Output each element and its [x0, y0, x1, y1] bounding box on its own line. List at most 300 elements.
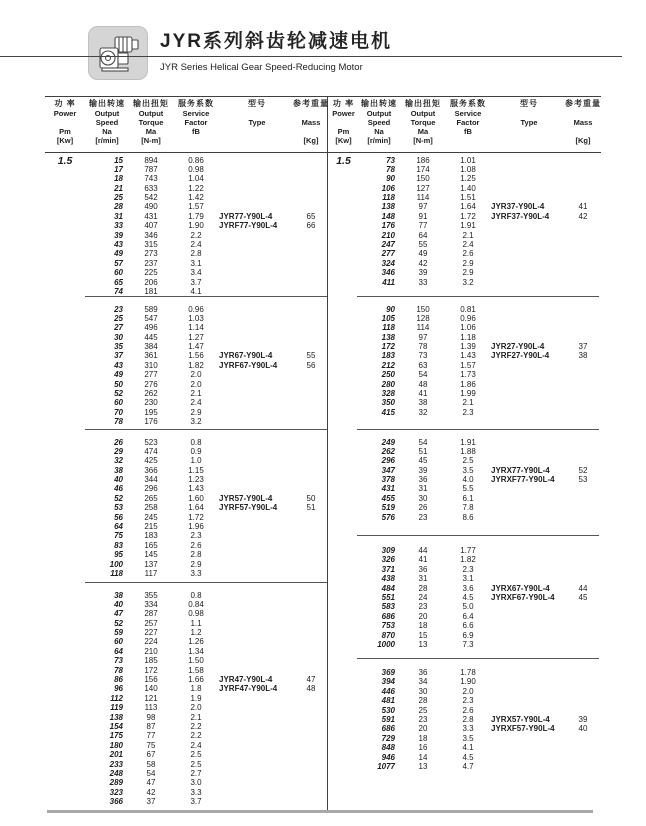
output-speed-cell: 309 — [381, 546, 395, 555]
service-factor-cell: 2.0 — [190, 379, 202, 389]
output-speed-cell: 30 — [114, 332, 123, 342]
service-factor-cell: 1.51 — [460, 193, 476, 203]
block-separator-rule — [357, 296, 599, 297]
col-header-factor — [173, 97, 219, 153]
col-header-speed — [85, 97, 129, 153]
type-name: JYRXF77-Y90L-4 — [491, 475, 555, 485]
output-speed-cell: 583 — [381, 602, 395, 612]
output-torque-cell: 273 — [144, 249, 158, 259]
output-torque-cell: 186 — [416, 155, 430, 165]
output-speed-cell: 289 — [109, 778, 123, 788]
gear-motor-icon — [88, 26, 148, 80]
type-name: JYRF67-Y90L-4 — [219, 360, 278, 370]
header-label-en: Pm — [59, 127, 71, 136]
ratio-block — [85, 156, 327, 297]
service-factor-cell: 2.1 — [190, 389, 202, 399]
header-label-zh: 服务系数 — [178, 99, 214, 108]
output-torque-cell: 384 — [144, 342, 158, 352]
header-label-zh: 服务系数 — [450, 99, 486, 108]
service-factor-cell: 2.8 — [190, 249, 202, 259]
output-torque-cell: 265 — [144, 493, 158, 503]
output-torque-cell: 41 — [418, 389, 428, 399]
output-speed-cell: 49 — [114, 249, 123, 259]
output-speed-cell: 248 — [109, 768, 123, 778]
output-torque-cell: 176 — [144, 417, 158, 427]
service-factor-cell: 2.9 — [462, 268, 474, 278]
output-speed-cell: 154 — [109, 721, 123, 731]
service-factor-cell: 3.2 — [190, 417, 202, 427]
service-factor-cell: 3.4 — [190, 268, 202, 278]
output-torque-cell: 344 — [144, 475, 158, 485]
output-speed-cell: 118 — [382, 193, 395, 203]
header-label-en: [r/min] — [367, 136, 391, 145]
output-torque-cell: 54 — [146, 768, 156, 778]
output-speed-cell: 870 — [381, 630, 395, 640]
service-factor-cell: 1.8 — [190, 684, 202, 694]
output-speed-cell: 946 — [381, 752, 395, 762]
service-factor-cell: 1.82 — [188, 360, 204, 370]
output-speed-cell: 176 — [381, 221, 395, 231]
output-speed-cell: 438 — [381, 574, 395, 584]
output-torque-cell: 225 — [144, 268, 158, 278]
service-factor-cell: 2.4 — [190, 740, 202, 750]
service-factor-cell: 2.4 — [190, 398, 202, 408]
header-label-en: Service — [182, 109, 210, 118]
mass-value: 65 — [306, 211, 316, 221]
output-speed-cell: 27 — [114, 323, 123, 333]
ratio-block — [85, 591, 327, 807]
header-label-zh: 功 率 — [332, 99, 355, 108]
output-speed-cell: 350 — [381, 398, 395, 408]
header-label-en: [Kg] — [575, 136, 591, 145]
output-speed-cell: 247 — [381, 240, 395, 250]
table-bottom-rule — [47, 810, 593, 813]
service-factor-cell: 2.5 — [462, 456, 474, 466]
output-speed-cell: 64 — [114, 646, 123, 656]
service-factor-cell: 2.2 — [190, 230, 202, 240]
output-speed-cell: 52 — [114, 389, 123, 399]
type-name: JYR67-Y90L-4 — [219, 351, 273, 361]
col-header-factor — [445, 97, 491, 153]
service-factor-cell: 2.2 — [190, 721, 202, 731]
service-factor-cell: 1.86 — [460, 379, 476, 389]
output-torque-cell: 114 — [416, 193, 430, 203]
ratio-block — [85, 438, 327, 579]
output-torque-cell: 346 — [144, 230, 158, 240]
output-torque-cell: 128 — [416, 313, 430, 323]
mass-value: 44 — [578, 583, 588, 593]
ratio-block — [357, 546, 599, 649]
output-torque-cell: 894 — [144, 155, 158, 165]
output-torque-cell: 24 — [418, 592, 428, 602]
service-factor-cell: 4.0 — [462, 475, 474, 485]
power-value-left: 1.5 — [57, 155, 73, 167]
service-factor-cell: 1.90 — [188, 221, 204, 231]
service-factor-cell: 2.3 — [190, 531, 202, 541]
output-torque-cell: 185 — [144, 656, 158, 666]
output-torque-cell: 277 — [144, 370, 158, 380]
header-label-en: Output — [366, 109, 392, 118]
output-torque-cell: 37 — [146, 797, 156, 807]
service-factor-cell: 1.39 — [460, 342, 476, 352]
service-factor-cell: 3.2 — [462, 277, 474, 287]
mass-value: 50 — [306, 493, 316, 503]
header-label-zh: 输出扭矩 — [405, 99, 441, 108]
output-torque-cell: 156 — [144, 675, 158, 685]
type-name: JYRX67-Y90L-4 — [491, 583, 550, 593]
page-title: JYR系列斜齿轮减速电机 — [160, 31, 392, 52]
output-speed-cell: 415 — [381, 407, 395, 417]
output-torque-cell: 20 — [418, 724, 428, 734]
output-torque-cell: 117 — [144, 568, 158, 578]
output-speed-cell: 15 — [114, 155, 123, 165]
output-speed-cell: 35 — [114, 342, 123, 352]
service-factor-cell: 2.3 — [462, 564, 474, 574]
output-speed-cell: 686 — [381, 724, 395, 734]
output-speed-cell: 262 — [381, 446, 395, 456]
output-torque-cell: 165 — [144, 540, 158, 550]
output-speed-cell: 49 — [114, 370, 123, 380]
output-speed-cell: 95 — [114, 550, 123, 560]
output-torque-cell: 77 — [418, 221, 428, 231]
service-factor-cell: 1.72 — [460, 211, 476, 221]
output-torque-cell: 47 — [146, 778, 156, 788]
service-factor-cell: 1.06 — [460, 323, 476, 333]
header-label-en: [Kw] — [56, 136, 74, 145]
output-torque-cell: 16 — [418, 743, 428, 753]
col-header-type — [219, 97, 295, 153]
output-speed-cell: 551 — [381, 592, 395, 602]
header-label-en: Service — [454, 109, 482, 118]
output-torque-cell: 210 — [144, 646, 158, 656]
page-subtitle: JYR Series Helical Gear Speed-Reducing Motor — [160, 62, 363, 73]
output-speed-cell: 481 — [381, 696, 395, 706]
service-factor-cell: 4.5 — [462, 592, 474, 602]
output-speed-cell: 33 — [114, 221, 123, 231]
output-speed-cell: 323 — [109, 787, 123, 797]
service-factor-cell: 1.79 — [188, 211, 204, 221]
service-factor-cell: 0.96 — [460, 313, 476, 323]
ratio-block — [357, 438, 599, 523]
output-torque-cell: 13 — [418, 761, 428, 771]
output-torque-cell: 15 — [418, 630, 428, 640]
output-torque-cell: 87 — [146, 721, 156, 731]
output-torque-cell: 78 — [418, 342, 428, 352]
output-speed-cell: 52 — [114, 618, 123, 628]
output-speed-cell: 56 — [114, 512, 123, 522]
output-speed-cell: 138 — [381, 202, 395, 212]
output-torque-cell: 32 — [418, 407, 428, 417]
header-label-en: [N-m] — [141, 136, 161, 145]
block-separator-rule — [85, 582, 327, 583]
output-torque-cell: 26 — [418, 503, 428, 513]
service-factor-cell: 1.0 — [190, 456, 202, 466]
header-label-en: Na — [102, 127, 112, 136]
service-factor-cell: 0.9 — [190, 446, 202, 456]
output-speed-cell: 78 — [386, 164, 395, 174]
service-factor-cell: 1.64 — [460, 202, 476, 212]
output-torque-cell: 787 — [144, 164, 158, 174]
output-torque-cell: 75 — [146, 740, 156, 750]
header-label-en: Output — [94, 109, 120, 118]
output-torque-cell: 334 — [144, 599, 158, 609]
output-speed-cell: 39 — [114, 230, 123, 240]
output-speed-cell: 73 — [114, 656, 123, 666]
mass-value: 53 — [578, 475, 588, 485]
output-speed-cell: 52 — [114, 493, 123, 503]
output-speed-cell: 753 — [381, 621, 395, 631]
output-speed-cell: 47 — [114, 609, 123, 619]
service-factor-cell: 0.84 — [188, 599, 204, 609]
output-speed-cell: 180 — [109, 740, 123, 750]
output-speed-cell: 38 — [114, 465, 123, 475]
output-torque-cell: 589 — [144, 304, 158, 314]
output-torque-cell: 41 — [418, 555, 428, 565]
block-separator-rule — [357, 429, 599, 430]
output-speed-cell: 21 — [114, 183, 123, 193]
header-label-en: Pm — [337, 127, 350, 136]
service-factor-cell: 2.3 — [462, 696, 474, 706]
output-torque-cell: 30 — [418, 493, 428, 503]
header-label-en: fB — [192, 127, 200, 136]
service-factor-cell: 1.42 — [188, 193, 204, 203]
output-speed-cell: 73 — [386, 155, 395, 165]
output-torque-cell: 183 — [144, 531, 158, 541]
mass-value: 66 — [306, 221, 316, 231]
output-torque-cell: 97 — [418, 332, 428, 342]
output-speed-cell: 280 — [381, 379, 395, 389]
output-torque-cell: 262 — [144, 389, 158, 399]
output-torque-cell: 215 — [144, 522, 158, 532]
service-factor-cell: 1.40 — [460, 183, 476, 193]
output-speed-cell: 53 — [114, 503, 123, 513]
output-torque-cell: 137 — [144, 559, 158, 569]
service-factor-cell: 7.3 — [462, 639, 474, 649]
service-factor-cell: 0.86 — [188, 155, 204, 165]
header-label-en: Mass — [573, 118, 593, 127]
output-torque-cell: 361 — [144, 351, 158, 361]
output-speed-cell: 83 — [114, 540, 123, 550]
service-factor-cell: 2.1 — [190, 712, 202, 722]
output-speed-cell: 119 — [110, 703, 123, 713]
output-speed-cell: 40 — [114, 475, 123, 485]
header-label-zh: 参考重量 — [293, 99, 329, 108]
table-center-divider — [327, 96, 328, 813]
type-name: JYRF37-Y90L-4 — [491, 211, 550, 221]
header-label-en: Na — [374, 127, 384, 136]
service-factor-cell: 1.77 — [460, 546, 476, 555]
service-factor-cell: 1.99 — [460, 389, 476, 399]
service-factor-cell: 1.03 — [188, 313, 204, 323]
output-speed-cell: 50 — [114, 379, 123, 389]
header-label-zh: 参考重量 — [565, 99, 601, 108]
mass-value: 39 — [578, 714, 588, 724]
output-torque-cell: 25 — [418, 705, 428, 715]
header-label-en: Mass — [301, 118, 321, 127]
output-torque-cell: 18 — [418, 733, 428, 743]
service-factor-cell: 2.8 — [190, 550, 202, 560]
output-speed-cell: 60 — [114, 268, 123, 278]
output-torque-cell: 39 — [418, 465, 428, 475]
col-header-power — [45, 97, 85, 153]
service-factor-cell: 1.57 — [460, 360, 476, 370]
header-label-en: Factor — [456, 118, 480, 127]
mass-value: 38 — [578, 351, 588, 361]
output-torque-cell: 23 — [418, 602, 428, 612]
output-speed-cell: 366 — [109, 797, 123, 807]
output-torque-cell: 20 — [418, 611, 428, 621]
output-torque-cell: 172 — [144, 665, 158, 675]
header-label-en: [r/min] — [95, 136, 119, 145]
service-factor-cell: 4.5 — [462, 752, 474, 762]
output-speed-cell: 86 — [114, 675, 123, 685]
output-torque-cell: 523 — [144, 437, 158, 447]
column-header-row — [45, 97, 327, 153]
output-torque-cell: 542 — [144, 193, 158, 203]
output-torque-cell: 425 — [144, 456, 158, 466]
output-torque-cell: 355 — [144, 590, 158, 600]
service-factor-cell: 1.72 — [188, 512, 204, 522]
output-speed-cell: 105 — [381, 313, 395, 323]
service-factor-cell: 4.7 — [462, 761, 474, 771]
type-name: JYRX57-Y90L-4 — [491, 714, 550, 724]
header-label-en: Factor — [184, 118, 208, 127]
mass-value: 56 — [306, 360, 316, 370]
service-factor-cell: 2.2 — [190, 731, 202, 741]
header-label-en: Speed — [95, 118, 119, 127]
output-speed-cell: 326 — [381, 555, 395, 565]
output-speed-cell: 17 — [114, 164, 123, 174]
block-separator-rule — [85, 429, 327, 430]
output-torque-cell: 39 — [418, 268, 428, 278]
output-torque-cell: 64 — [418, 230, 428, 240]
service-factor-cell: 1.78 — [460, 668, 476, 677]
service-factor-cell: 1.58 — [188, 665, 204, 675]
service-factor-cell: 7.8 — [462, 503, 474, 513]
output-torque-cell: 287 — [144, 609, 158, 619]
type-name: JYRF47-Y90L-4 — [219, 684, 278, 694]
service-factor-cell: 1.22 — [188, 183, 204, 193]
header-label-en: [Kg] — [303, 136, 319, 145]
output-torque-cell: 276 — [144, 379, 158, 389]
service-factor-cell: 1.15 — [188, 465, 204, 475]
service-factor-cell: 0.98 — [188, 609, 204, 619]
service-factor-cell: 3.7 — [190, 277, 202, 287]
service-factor-cell: 3.5 — [462, 733, 474, 743]
header-label-zh: 型号 — [520, 99, 538, 108]
ratio-block — [357, 305, 599, 418]
output-torque-cell: 33 — [418, 277, 428, 287]
output-speed-cell: 118 — [110, 568, 123, 578]
output-torque-cell: 245 — [144, 512, 158, 522]
output-torque-cell: 633 — [144, 183, 158, 193]
output-speed-cell: 201 — [109, 750, 123, 760]
service-factor-cell: 1.88 — [460, 446, 476, 456]
output-torque-cell: 77 — [146, 731, 156, 741]
service-factor-cell: 1.43 — [460, 351, 476, 361]
output-speed-cell: 347 — [381, 465, 395, 475]
output-speed-cell: 277 — [381, 249, 395, 259]
output-torque-cell: 36 — [418, 668, 428, 677]
service-factor-cell: 8.6 — [462, 512, 474, 522]
service-factor-cell: 1.04 — [188, 174, 204, 184]
header-label-en: [Kw] — [335, 136, 352, 145]
output-torque-cell: 230 — [144, 398, 158, 408]
type-name: JYR77-Y90L-4 — [219, 211, 273, 221]
service-factor-cell: 0.98 — [188, 164, 204, 174]
output-speed-cell: 57 — [114, 258, 123, 268]
output-torque-cell: 496 — [144, 323, 158, 333]
block-separator-rule — [357, 535, 599, 536]
service-factor-cell: 1.90 — [460, 677, 476, 687]
service-factor-cell: 6.4 — [462, 611, 474, 621]
service-factor-cell: 1.66 — [188, 675, 204, 685]
service-factor-cell: 1.34 — [188, 646, 204, 656]
service-factor-cell: 1.01 — [460, 155, 476, 165]
ratio-block — [85, 305, 327, 427]
header-label-en: Output — [138, 109, 164, 118]
service-factor-cell: 2.0 — [190, 703, 202, 713]
header-label-en: Ma — [145, 127, 157, 136]
output-speed-cell: 43 — [114, 360, 123, 370]
service-factor-cell: 2.3 — [462, 407, 474, 417]
service-factor-cell: 6.9 — [462, 630, 474, 640]
header-label-en: Power — [332, 109, 355, 118]
service-factor-cell: 1.23 — [188, 475, 204, 485]
service-factor-cell: 5.0 — [462, 602, 474, 612]
service-factor-cell: 6.6 — [462, 621, 474, 631]
output-speed-cell: 371 — [381, 564, 395, 574]
output-speed-cell: 455 — [381, 493, 395, 503]
output-torque-cell: 55 — [418, 240, 428, 250]
output-torque-cell: 296 — [144, 484, 158, 494]
service-factor-cell: 6.1 — [462, 493, 474, 503]
header-label-en: Torque — [410, 118, 436, 127]
service-factor-cell: 4.1 — [190, 286, 202, 296]
output-torque-cell: 743 — [144, 174, 158, 184]
output-torque-cell: 23 — [418, 714, 428, 724]
output-torque-cell: 58 — [146, 759, 156, 769]
header-label-en: fB — [464, 127, 472, 136]
output-speed-cell: 25 — [114, 193, 123, 203]
output-torque-cell: 49 — [418, 249, 428, 259]
output-torque-cell: 121 — [144, 693, 158, 703]
service-factor-cell: 2.6 — [462, 249, 474, 259]
output-speed-cell: 138 — [381, 332, 395, 342]
service-factor-cell: 0.81 — [460, 304, 476, 314]
type-name: JYRXF57-Y90L-4 — [491, 724, 555, 734]
output-torque-cell: 13 — [418, 639, 428, 649]
output-torque-cell: 44 — [418, 546, 428, 555]
output-torque-cell: 31 — [418, 574, 428, 584]
service-factor-cell: 2.8 — [462, 714, 474, 724]
service-factor-cell: 1.64 — [188, 503, 204, 513]
output-speed-cell: 138 — [109, 712, 123, 722]
output-speed-cell: 43 — [114, 240, 123, 250]
service-factor-cell: 3.7 — [190, 797, 202, 807]
output-torque-cell: 315 — [144, 240, 158, 250]
ratio-block — [357, 156, 599, 287]
service-factor-cell: 3.3 — [190, 787, 202, 797]
col-header-speed — [357, 97, 401, 153]
output-torque-cell: 547 — [144, 313, 158, 323]
gear-motor-logo — [88, 26, 148, 80]
output-torque-cell: 73 — [418, 351, 428, 361]
header-label-en: Speed — [367, 118, 391, 127]
output-speed-cell: 78 — [114, 417, 123, 427]
service-factor-cell: 2.7 — [190, 768, 202, 778]
output-speed-cell: 346 — [381, 268, 395, 278]
